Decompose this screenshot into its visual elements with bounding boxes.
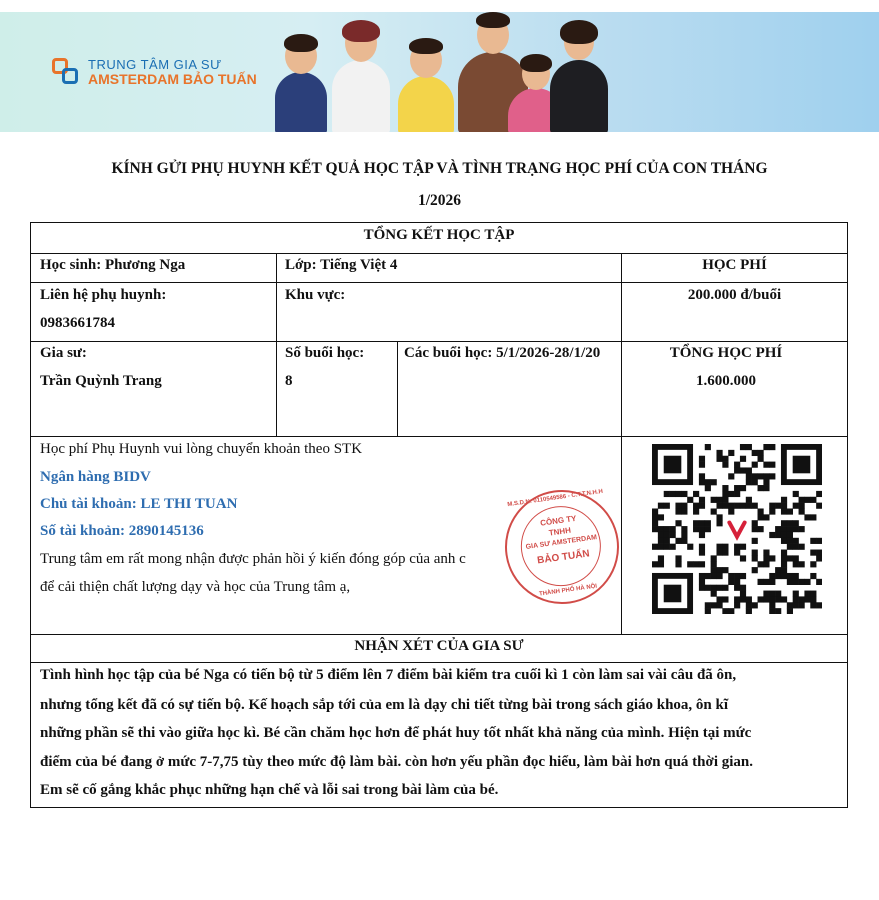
session-dates: Các buổi học: 5/1/2026-28/1/20 — [404, 345, 601, 361]
logo-icon — [52, 58, 80, 86]
account-owner: Chủ tài khoản: LE THI TUAN — [40, 496, 238, 512]
review-line: những phần sẽ thi vào giữa học kì. Bé cần chăm học hơn để phát huy tốt nhất khả năng của mình. Hiện tại mức — [40, 725, 752, 741]
seal-ring-text: M.S.D.N: 0110549586 - C.T.T.N.H.H — [507, 488, 604, 509]
area-label: Khu vực: — [285, 287, 346, 303]
page-title-line2: 1/2026 — [417, 192, 462, 209]
feedback-note-line2: để cải thiện chất lượng dạy và học của Trung tâm ạ, — [40, 579, 351, 595]
tutor-name: Trần Quỳnh Trang — [40, 373, 162, 389]
total-fee-value: 1.600.000 — [696, 373, 756, 389]
account-number: Số tài khoản: 2890145136 — [40, 523, 204, 539]
sessions-value: 8 — [285, 373, 293, 389]
seal-line4: BẢO TUẤN — [536, 548, 591, 567]
tutor-label: Gia sư: — [40, 345, 87, 361]
seal-line3: GIA SƯ AMSTERDAM — [525, 534, 598, 552]
logo-line2: AMSTERDAM BẢO TUẤN — [88, 71, 257, 87]
total-fee-heading: TỔNG HỌC PHÍ — [669, 345, 783, 361]
review-line: điểm của bé đang ở mức 7-7,75 tùy theo mức độ làm bài. còn hơn yếu phần đọc hiểu, làm bài hơn quá thời gian. — [40, 754, 753, 770]
seal-line2: TNHH — [548, 525, 572, 538]
fee-value: 200.000 đ/buổi — [687, 287, 782, 303]
fee-heading: HỌC PHÍ — [702, 257, 767, 273]
contact-label: Liên hệ phụ huynh: — [40, 287, 167, 303]
sessions-label: Số buổi học: — [285, 345, 365, 361]
summary-heading: TỔNG KẾT HỌC TẬP — [363, 227, 515, 243]
class-name: Lớp: Tiếng Việt 4 — [285, 257, 398, 273]
header-banner — [0, 12, 879, 132]
contact-phone: 0983661784 — [40, 315, 115, 331]
payment-intro: Học phí Phụ Huynh vui lòng chuyển khoản theo STK — [40, 441, 363, 457]
page-title-line1: KÍNH GỬI PHỤ HUYNH KẾT QUẢ HỌC TẬP VÀ TÌNH TRẠNG HỌC PHÍ CỦA CON THÁNG — [111, 160, 768, 177]
review-line: Em sẽ cố gắng khắc phục những hạn chế và lỗi sai trong bài làm của bé. — [40, 782, 499, 798]
seal-bottom-text: THÀNH PHỐ HÀ NỘI — [538, 583, 598, 598]
qr-code-icon — [652, 444, 822, 614]
student-name: Học sinh: Phương Nga — [40, 257, 186, 273]
review-heading: NHẬN XÉT CỦA GIA SƯ — [354, 638, 524, 654]
center-logo — [52, 57, 257, 87]
seal-line1: CÔNG TY — [539, 513, 577, 528]
review-line: Tình hình học tập của bé Nga có tiến bộ từ 5 điểm lên 7 điểm bài kiểm tra cuối kì 1 còn làm sai vài câu đã ôn, — [40, 667, 737, 683]
review-line: nhưng tổng kết đã có sự tiến bộ. Kế hoạch sắp tới của em là dạy chi tiết từng bài trong sách giáo khoa, ôn kĩ — [40, 697, 729, 713]
logo-line1: TRUNG TÂM GIA SƯ — [88, 57, 222, 72]
feedback-note-line1: Trung tâm em rất mong nhận được phản hồi ý kiến đóng góp của anh c — [40, 551, 466, 567]
banner-people-photo — [270, 34, 610, 132]
bank-name: Ngân hàng BIDV — [40, 469, 151, 485]
